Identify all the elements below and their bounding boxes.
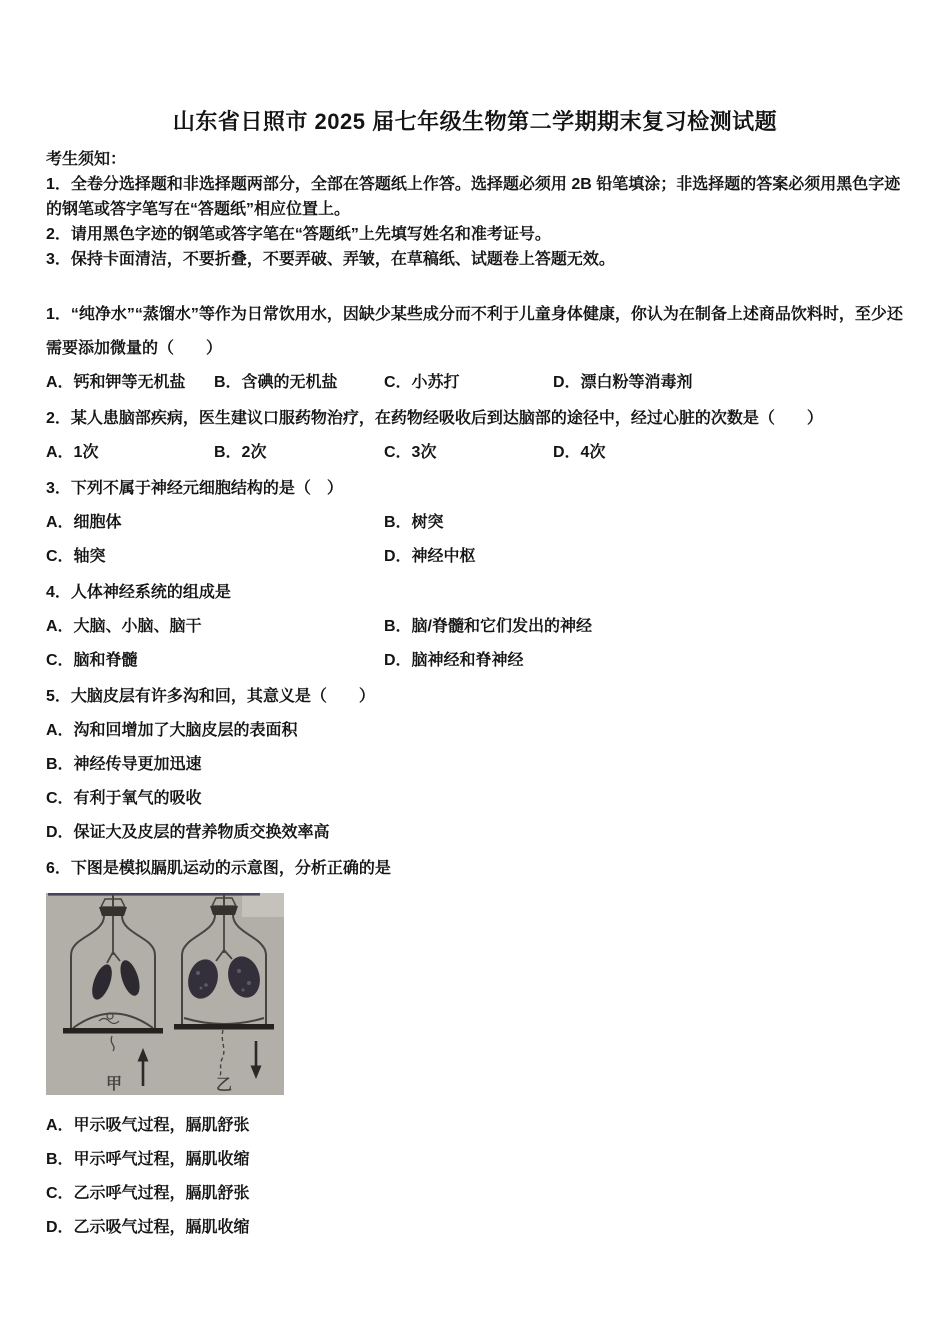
- option-d: D．神经中枢: [384, 548, 476, 565]
- figure-label-jia: 甲: [106, 1076, 123, 1093]
- scan-artifact-line: [48, 893, 260, 896]
- option-a: A．甲示吸气过程，膈肌舒张: [46, 1117, 250, 1134]
- question-options: [46, 714, 904, 850]
- option-a: A．钙和钾等无机盐: [46, 374, 186, 391]
- option-c: C．3次: [384, 444, 437, 461]
- notice-item: 2．请用黑色字迹的钢笔或答字笔在“答题纸”上先填写姓名和准考证号。: [46, 226, 551, 243]
- option-c: C．乙示呼气过程，膈肌舒张: [46, 1185, 250, 1202]
- option-c: C．有利于氧气的吸收: [46, 790, 202, 807]
- question-text: 4．人体神经系统的组成是: [46, 584, 231, 601]
- rubber-stopper: [99, 907, 127, 916]
- page-title: 山东省日照市 2025 届七年级生物第二学期期末复习检测试题: [172, 109, 778, 134]
- question-options: [46, 1109, 904, 1245]
- option-d: D．漂白粉等消毒剂: [553, 374, 693, 391]
- question-3: [46, 472, 904, 574]
- option-b: B．2次: [214, 444, 267, 461]
- question-2: [46, 402, 904, 470]
- question-options: [46, 366, 904, 400]
- question-options: [46, 506, 904, 574]
- question-text: 6．下图是模拟膈肌运动的示意图，分析正确的是: [46, 860, 391, 877]
- option-d: D．保证大及皮层的营养物质交换效率高: [46, 824, 330, 841]
- option-b: B．神经传导更加迅速: [46, 756, 202, 773]
- option-b: B．树突: [384, 514, 444, 531]
- question-text: 2．某人患脑部疾病，医生建议口服药物治疗，在药物经吸收后到达脑部的途径中，经过心脏的次数是（ ）: [46, 410, 823, 427]
- question-text: 5．大脑皮层有许多沟和回，其意义是（ ）: [46, 688, 375, 705]
- question-options: [46, 436, 904, 470]
- option-d: D．脑神经和脊神经: [384, 652, 524, 669]
- notice-section: [46, 147, 904, 272]
- question-text: 1．“纯净水”“蒸馏水”等作为日常饮用水，因缺少某些成分而不利于儿童身体健康，你认为在制备上述商品饮料时，至少还需要添加微量的（ ）: [46, 306, 903, 357]
- figure-corner-highlight: [242, 893, 284, 917]
- option-c: C．轴突: [46, 548, 106, 565]
- question-5: [46, 680, 904, 850]
- question-6: [46, 852, 904, 1245]
- option-a: A．细胞体: [46, 514, 122, 531]
- option-c: C．小苏打: [384, 374, 460, 391]
- base-clamp-bar: [174, 1024, 274, 1030]
- question-text: 3．下列不属于神经元细胞结构的是（ ）: [46, 480, 343, 497]
- question-4: [46, 576, 904, 678]
- rubber-stopper: [210, 906, 238, 915]
- option-b: B．脑/脊髓和它们发出的神经: [384, 618, 593, 635]
- notice-item: 3．保持卡面清洁，不要折叠，不要弄破、弄皱，在草稿纸、试题卷上答题无效。: [46, 251, 615, 268]
- option-b: B．甲示呼气过程，膈肌收缩: [46, 1151, 250, 1168]
- option-d: D．乙示吸气过程，膈肌收缩: [46, 1219, 250, 1236]
- option-d: D．4次: [553, 444, 606, 461]
- option-a: A．沟和回增加了大脑皮层的表面积: [46, 722, 298, 739]
- question-options: [46, 610, 904, 678]
- option-a: A．大脑、小脑、脑干: [46, 618, 202, 635]
- diaphragm-model-figure: [46, 893, 284, 1095]
- base-clamp-bar: [63, 1028, 163, 1034]
- notice-heading: 考生须知：: [46, 151, 127, 168]
- question-1: [46, 298, 904, 400]
- option-b: B．含碘的无机盐: [214, 374, 338, 391]
- option-a: A．1次: [46, 444, 99, 461]
- figure-label-yi: 乙: [216, 1077, 233, 1094]
- notice-item: 1．全卷分选择题和非选择题两部分，全部在答题纸上作答。选择题必须用 2B 铅笔填涂；非选择题的答案必须用黑色字迹的钢笔或答字笔写在“答题纸”相应位置上。: [46, 176, 901, 218]
- questions-section: [46, 298, 904, 1245]
- option-c: C．脑和脊髓: [46, 652, 138, 669]
